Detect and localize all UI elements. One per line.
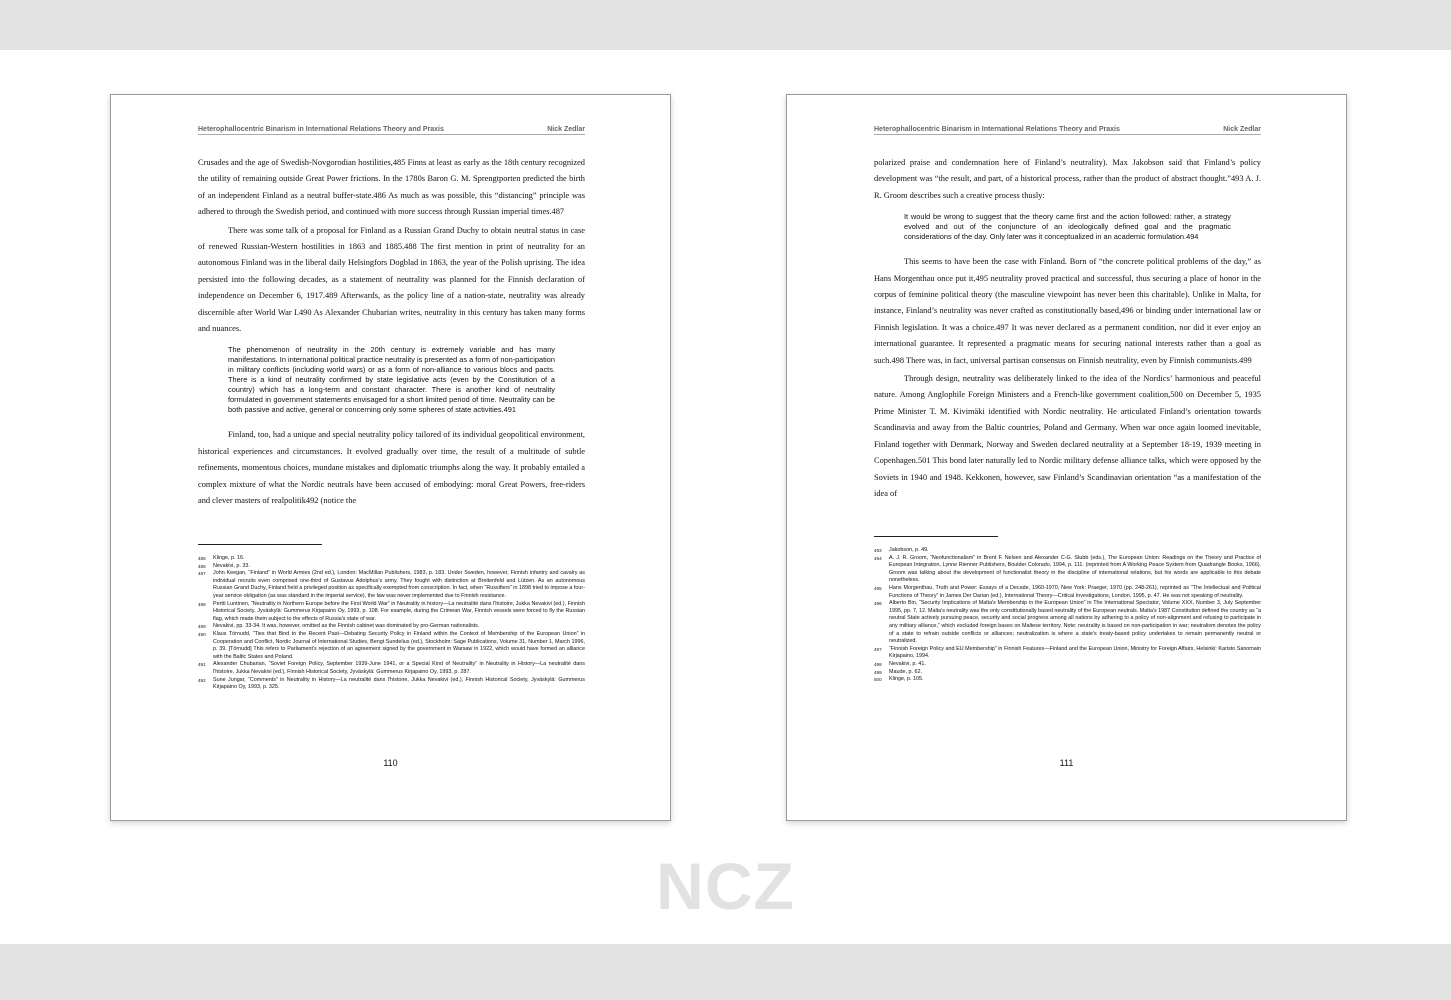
footnote-number: 488 bbox=[198, 601, 206, 607]
watermark-logo: NCZ bbox=[656, 849, 795, 923]
footnote-text: Nevakivi, p. 41. bbox=[889, 660, 926, 667]
footnote-number: 497 bbox=[874, 646, 882, 652]
footnote-number: 491 bbox=[198, 662, 206, 668]
footnote-number: 499 bbox=[874, 669, 882, 675]
running-title: Heterophallocentric Binarism in International Relations Theory and Praxis bbox=[874, 126, 1120, 133]
footnote-text: A. J. R. Groom, “Neofunctionalism” in Brent F. Nelsen and Alexander C-G. Stubb (eds.), The European Union: Readings on the Theory and Practice of European Integration, Lynne Rienner Publishers, Boulder Colorado, 1994, p. 111. (reprinted from A Working Peace System from Quadrangle Books, 1966). Groom was talking about the development of functionalist theory in the discipline of international relations, but his words are applicable to this debate nonetheless. bbox=[889, 554, 1261, 584]
footnote-text: Hans Morgenthau, Truth and Power: Essays of a Decade, 1960-1970, New York: Praeger, 1970 (pp. 248-261), reprinted as “The Intellectual and Political Functions of Theory” in James Der Darian (ed.), International Theory—Critical Investigations, London, 1995, p. 47. He was not speaking of neutrality. bbox=[889, 584, 1261, 599]
footnote-number: 498 bbox=[874, 661, 882, 667]
footnote bbox=[874, 669, 1261, 677]
footnote-number: 492 bbox=[198, 677, 206, 683]
footnote-number: 486 bbox=[198, 563, 206, 569]
footnote-number: 489 bbox=[198, 624, 206, 630]
footnote bbox=[198, 677, 585, 692]
footnotes bbox=[198, 555, 585, 692]
footnote-text: John Keegan, “Finland” in World Armies (2nd ed.), London: MacMillan Publishers, 1983, p. 183. Under Sweden, however, Finnish infantry and cavalry as individual recruits even comprised one-third of Gustavus Adolphus’s army. They fought with distinction at Breitenfeld and Lützen. As an autonomous Russian Grand Duchy, Finland held a privileged position as specifically exempted from conscription. In fact, when “Russifiers” in 1898 tried to impose a four-year service obligation (as was standard in the imperial service), the law was never implemented due to Finnish resistance. bbox=[213, 570, 585, 599]
body-paragraph: Finland, too, had a unique and special neutrality policy tailored of its individual geopolitical environment, historical experiences and circumstances. It evolved gradually over time, the result of a multitude of subtle refinements, momentous choices, mundane mistakes and diplomatic triumphs along the way. It probably entailed a complex mixture of what the Nordic neutrals have been accused of embodying: moral Great Powers, free-riders and clever masters of realpolitik492 (notice the bbox=[198, 430, 585, 506]
footnote-number: 496 bbox=[874, 601, 882, 607]
footnote-number: 493 bbox=[874, 548, 882, 553]
footnote-text: Pertti Luntinen, “Neutrality in Northern Europe before the First World War” in Neutrality in history—La neutralité dans l'histoire, Jukka Nevakivi (ed.), Finnish Historical Society, Jyväskylä: Gummerus Kirjapaino Oy, 1993, p. 108. For example, during the Crimean War, Finnish vessels were forced to fly the Russian flag, which made them subject to the effects of Russia's state of war. bbox=[213, 600, 585, 622]
footnote-number: 500 bbox=[874, 677, 882, 683]
top-band bbox=[0, 0, 1451, 50]
footnote-text: Nevakivi, pp. 33-34. It was, however, omitted as the Finnish cabinet was dominated by pro-German nationalists. bbox=[213, 623, 480, 630]
page-number: 110 bbox=[383, 758, 398, 768]
footnote bbox=[198, 661, 585, 676]
footnote bbox=[874, 661, 1261, 669]
running-title: Heterophallocentric Binarism in International Relations Theory and Praxis bbox=[198, 126, 444, 133]
footnote-number: 490 bbox=[198, 631, 206, 637]
bottom-band bbox=[0, 944, 1451, 1000]
footnote-text: Klinge, p. 16. bbox=[213, 555, 245, 561]
footnote-separator bbox=[198, 544, 322, 545]
footnote-separator bbox=[874, 536, 998, 537]
running-header bbox=[874, 126, 1261, 135]
running-header bbox=[198, 126, 585, 135]
page-number: 111 bbox=[1059, 758, 1074, 768]
footnote-text: Klinge, p. 105. bbox=[889, 676, 924, 683]
footnotes bbox=[874, 547, 1261, 684]
footnote bbox=[198, 631, 585, 661]
body-paragraph: This seems to have been the case with Finland. Born of “the concrete political problems of the day,” as Hans Morgenthau once put it,495 neutrality proved practical and successful, thus securing a place of honor in the corpus of feminine political theory (the masculine viewpoint has never been this charitable). Unlike in Malta, for instance, Finland’s neutrality was never crafted as constitutionally based,496 or binding under international law or Finnish legislation. It was a choice.497 It was never declared as a permanent condition, nor did it ever enjoy an international guarantee. It represented a pragmatic means for securing national interests rather than a goal as such.498 There was, in fact, universal partisan consensus on Finnish neutrality, even by Finnish communists.499 bbox=[874, 257, 1261, 365]
body-paragraph: polarized praise and condemnation here of Finland’s neutrality). Max Jakobson said that Finland’s policy development was “the result, and part, of a historical process, rather than the product of abstract thought.”493 A. J. R. Groom describes such a creative process thusly: bbox=[874, 158, 1261, 200]
footnote bbox=[874, 646, 1261, 661]
page-body bbox=[874, 155, 1261, 504]
running-author: Nick Zedlar bbox=[1223, 126, 1261, 133]
page-body bbox=[198, 155, 585, 512]
footnote-text: Alberto Bin, “Security Implications of Malta's Membership in the European Union” in The International Spectator, Volume XXX, Number 3, July September 1995, pp. 7, 12. Malta's neutrality was the only constitutionally based neutrality of the European neutrals. Malta's 1987 Constitution defined the country as “a neutral State actively pursuing peace, security and social progress among all nations by adhering to a policy of non-alignment and refusing to participate in any military alliance,” which excluded foreign bases on Maltese territory. Note: neutrality is based on non-participation in war; neutralism denotes the policy of a state to refrain outside conflicts or alliances; neutralization is where a state's treaty-based policy undertakes to remain permanently neutral or neutralized. bbox=[889, 600, 1261, 645]
footnote bbox=[874, 547, 1261, 555]
running-author: Nick Zedlar bbox=[547, 126, 585, 133]
footnote bbox=[198, 601, 585, 624]
footnote-number: 494 bbox=[874, 555, 882, 561]
footnote bbox=[198, 555, 585, 563]
footnote-text: Sune Jungar, “Comments” in Neutrality in History—La neutralité dans l'histoire, Jukka Nevakivi (ed.), Finnish Historical Society, Jyväskylä: Gummerus Kirjapaino Oy, 1993, p. 325. bbox=[213, 676, 585, 691]
footnote bbox=[874, 585, 1261, 600]
footnote-text: “Finnish Foreign Policy and EU Membership” in Finnish Features—Finland and the European Union, Ministry for Foreign Affairs, Helsinki: Karisto Sanomain Kirjapaino, 1994. bbox=[889, 645, 1261, 660]
footnote-number: 495 bbox=[874, 585, 882, 591]
footnote-text: Maude, p. 62. bbox=[889, 668, 922, 675]
body-paragraph: There was some talk of a proposal for Finland as a Russian Grand Duchy to obtain neutral status in case of renewed Russian-Western hostilities in 1863 and 1885.488 The first mention in print of neutrality for an autonomous Finland was in the liberal daily Helsingfors Dogblad in 1863, the year of the Polish uprising. The idea persisted into the following decades, as a statement of neutrality was planned for the Finnish declaration of independence on December 6, 1917.489 Afterwards, as the policy line of a nation-state, neutrality was already discernible after World War I.490 As Alexander Chubarian writes, neutrality in this century has taken many forms and nuances. bbox=[198, 225, 585, 334]
footnote-text: Alexander Chubarian, “Soviet Foreign Policy, September 1939-June 1941, or a Special Kind of Neutrality” in Neutrality in History—La neutralité dans l'histoire, Jukka Nevakivi (ed.), Finnish Historical Society, Jyväskylä: Gummerus Kirjapaino Oy, 1993, p. 287. bbox=[213, 661, 585, 675]
block-quote: It would be wrong to suggest that the theory came first and the action followed: rather, a strategy evolved and out of the conjuncture of an ideologically defined goal and the pragmatic considerations of the day. Only later was it conceptualized in an academic formulation.494 bbox=[904, 212, 1231, 242]
footnote bbox=[198, 563, 585, 571]
footnote bbox=[874, 555, 1261, 585]
document-page-left bbox=[110, 94, 671, 821]
footnote-number: 485 bbox=[198, 556, 206, 561]
body-paragraph: Crusades and the age of Swedish-Novgorodian hostilities,485 Finns at least as early as the 18th century recognized the utility of remaining outside Great Power frictions. In the 1780s Baron G. M. Sprengtporten predicted the birth of an independent Finland as a neutral buffer-state.486 As much as was possible, this “distancing” principle was adhered to through the Swedish period, and continued with more success through Russian imperial times.487 bbox=[198, 158, 585, 217]
footnote-number: 487 bbox=[198, 571, 206, 577]
body-paragraph: Through design, neutrality was deliberately linked to the idea of the Nordics’ harmonious and peaceful nature. Among Anglophile Foreign Ministers and a French-like government coalition,500 on December 5, 1935 Prime Minister T. M. Kivimäki identified with Nordic neutrality. He articulated Finland’s orientation towards Scandinavia and away from the Baltic countries, Poland and Germany. When war once again loomed inevitable, Finland together with Denmark, Norway and Sweden declared neutrality at a September 18-19, 1939 meeting in Copenhagen.501 This bond later naturally led to Nordic military defense alliance talks, which were opposed by the Soviets in 1940 and 1948. Kekkonen, however, saw Finland’s Scandinavian orientation “as a manifestation of the idea of bbox=[874, 374, 1261, 498]
footnote-text: Klaus Törnudd, “Ties that Bind to the Recent Past—Debating Security Policy in Finland within the Context of Membership of the European Union” in Cooperation and Conflict, Nordic Journal of International Studies, Bengt Sundelius (ed.), Stockholm: Sage Publications, Volume 31, Number 1, March 1996, p. 39. [Törnudd] This refers to Parliament's rejection of an agreement signed by the government in Warsaw in 1922, which would have formed an alliance with the Baltic States and Poland. bbox=[213, 630, 585, 660]
document-page-right bbox=[786, 94, 1347, 821]
footnote-text: Jakobson, p. 49. bbox=[889, 547, 929, 553]
footnote bbox=[874, 676, 1261, 684]
footnote bbox=[198, 623, 585, 631]
footnote bbox=[198, 570, 585, 600]
footnote bbox=[874, 600, 1261, 646]
footnote-text: Nevakivi, p. 33. bbox=[213, 562, 250, 569]
block-quote: The phenomenon of neutrality in the 20th century is extremely variable and has many manifestations. In international political practice neutrality is presented as a form of non-participation in military conflicts (including world wars) or as a form of non-alliance to various blocs and pacts. There is a kind of neutrality confirmed by state legislative acts (even by the Constitution of a country) which has a long-term and constant character. There is another kind of neutrality formulated in government statements envisaged for a short limited period of time. Neutrality can be both passive and active, general or concerning only some spheres of state activities.491 bbox=[228, 345, 556, 415]
